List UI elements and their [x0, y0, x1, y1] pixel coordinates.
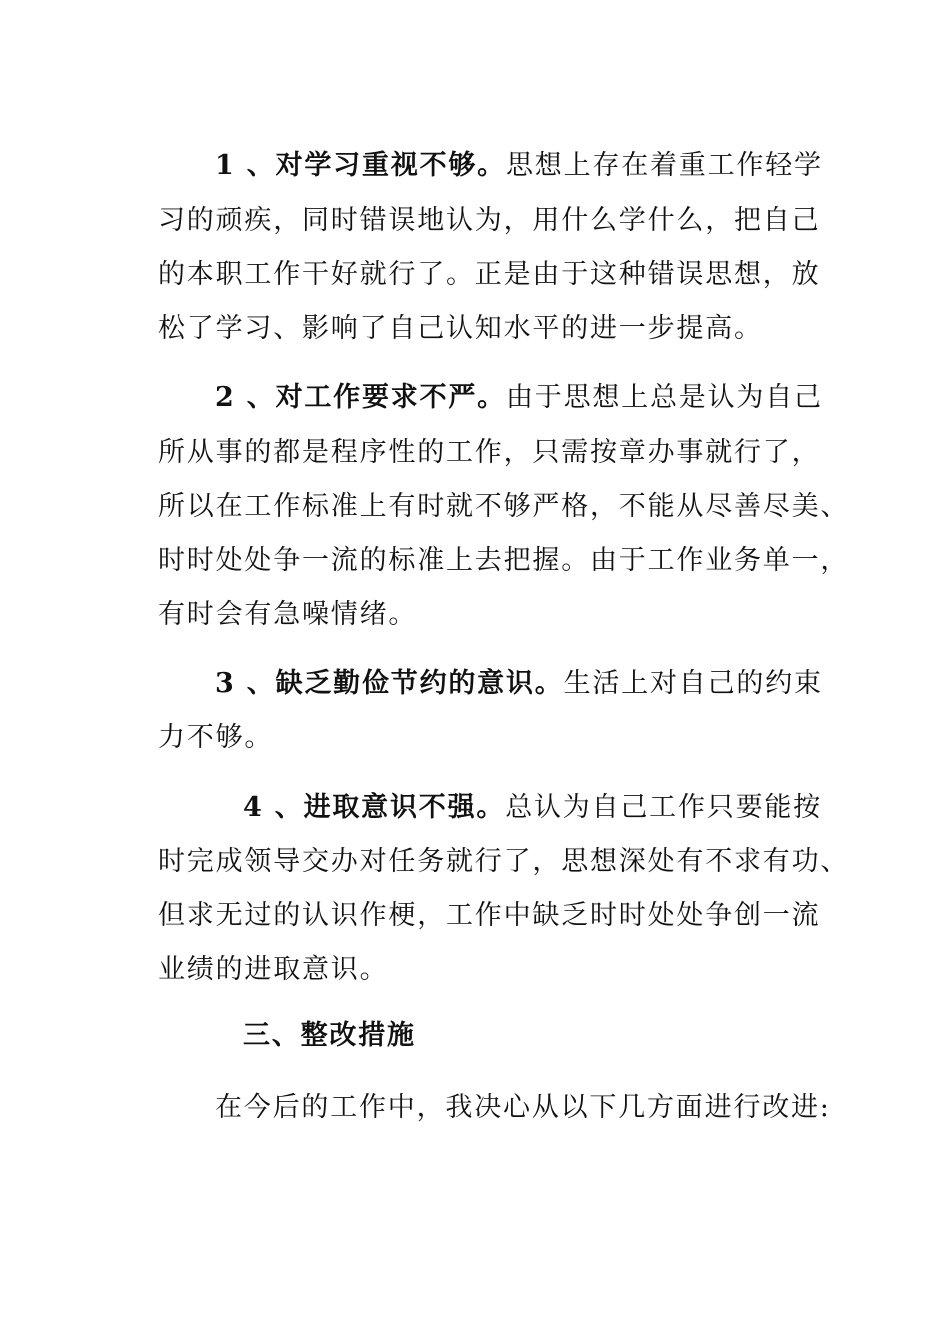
item2-first-line — [215, 380, 823, 416]
item1-first-line — [215, 148, 823, 184]
item3-heading: 3 、缺乏勤俭节约的意识。 — [215, 668, 564, 699]
section-intro: 在今后的工作中，我决心从以下几方面进行改进: — [215, 1092, 831, 1123]
item4-text-line: 时完成领导交办对任务就行了，思想深处有不求有功、 — [158, 846, 850, 877]
item4-first-line — [243, 790, 822, 826]
item1-text-line: 思想上存在着重工作轻学 — [506, 150, 823, 181]
item1-text-line: 松了学习、影响了自己认知水平的进一步提高。 — [158, 313, 763, 344]
section-heading: 三、整改措施 — [243, 1020, 416, 1051]
item1-text-line: 的本职工作干好就行了。正是由于这种错误思想，放 — [158, 259, 821, 290]
item3-first-line — [215, 666, 823, 702]
item4-text-line: 总认为自己工作只要能按 — [505, 792, 822, 823]
item2-text-line: 所从事的都是程序性的工作，只需按章办事就行了， — [158, 437, 821, 468]
item2-heading: 2 、对工作要求不严。 — [215, 382, 506, 413]
item2-text-line: 由于思想上总是认为自己 — [506, 382, 823, 413]
item2-text-line: 时时处处争一流的标准上去把握。由于工作业务单一， — [158, 545, 850, 576]
item1-heading: 1 、对学习重视不够。 — [215, 150, 506, 181]
item3-text-line: 力不够。 — [158, 722, 274, 753]
item2-text-line: 所以在工作标准上有时就不够严格，不能从尽善尽美、 — [158, 491, 850, 522]
item3-text-line: 生活上对自己的约束 — [563, 668, 823, 699]
item1-text-line: 习的顽疾，同时错误地认为，用什么学什么，把自己 — [158, 205, 821, 236]
item2-text-line: 有时会有急噪情绪。 — [158, 599, 418, 630]
item4-heading: 4 、进取意识不强。 — [243, 792, 506, 823]
item4-text-line: 业绩的进取意识。 — [158, 954, 389, 985]
item4-text-line: 但求无过的认识作梗，工作中缺乏时时处处争创一流 — [158, 900, 821, 931]
